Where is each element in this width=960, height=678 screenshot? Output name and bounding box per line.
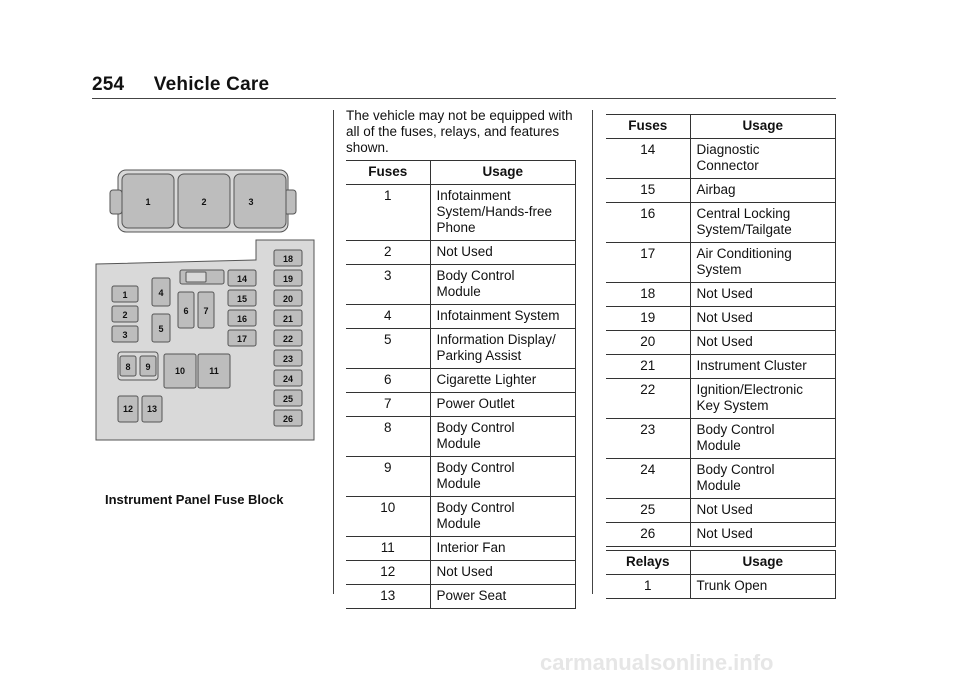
page-number: 254 (92, 74, 125, 95)
fuse-usage (430, 497, 576, 537)
table-row (346, 329, 576, 369)
fuse-usage (690, 331, 836, 355)
fuse-label: 13 (146, 404, 158, 414)
usage-line: Not Used (696, 502, 753, 517)
usage-line: Phone (436, 220, 476, 235)
fuse-number: 24 (606, 459, 690, 499)
fuse-usage (690, 419, 836, 459)
usage-line: Not Used (696, 526, 753, 541)
fuse-label: 25 (282, 394, 294, 404)
table-row (346, 417, 576, 457)
fuse-number: 18 (606, 283, 690, 307)
table-row (346, 241, 576, 265)
fuse-usage (690, 379, 836, 419)
usage-line: System/Tailgate (696, 222, 792, 237)
fuse-label: 1 (122, 290, 128, 300)
usage-line: Body Control (436, 420, 515, 435)
fuses-header: Fuses (606, 115, 690, 139)
fuse-label: 11 (209, 366, 219, 376)
fuse-label: 8 (125, 362, 131, 372)
usage-line: Module (436, 284, 481, 299)
fuse-number: 3 (346, 265, 430, 305)
usage-line: Not Used (696, 310, 753, 325)
fuse-label: 18 (282, 254, 294, 264)
fuse-usage (430, 305, 576, 329)
usage-header: Usage (430, 161, 576, 185)
fuse-usage (690, 523, 836, 547)
usage-line: Information Display/ (436, 332, 556, 347)
fuse-label: 3 (122, 330, 128, 340)
fuse-usage (430, 457, 576, 497)
usage-line: Airbag (696, 182, 736, 197)
table-row (606, 379, 836, 419)
fuse-usage (430, 369, 576, 393)
usage-line: Body Control (696, 422, 775, 437)
usage-header: Usage (690, 115, 836, 139)
usage-line: Central Locking (696, 206, 791, 221)
fuse-number: 22 (606, 379, 690, 419)
fuse-number: 12 (346, 561, 430, 585)
fuses-header: Fuses (346, 161, 430, 185)
fuse-usage (690, 355, 836, 379)
usage-line: Diagnostic (696, 142, 760, 157)
watermark: carmanualsonline.info (540, 650, 774, 675)
fuse-label: 2 (122, 310, 128, 320)
usage-line: Module (696, 438, 741, 453)
table-row (606, 575, 836, 599)
relay-label: 3 (248, 197, 254, 207)
usage-line: Not Used (436, 564, 493, 579)
fuse-block-diagram (88, 166, 320, 446)
fuse-number: 16 (606, 203, 690, 243)
fuse-usage (430, 393, 576, 417)
usage-line: Module (436, 476, 481, 491)
fuse-usage (430, 185, 576, 241)
table-row (346, 369, 576, 393)
fuse-label: 12 (122, 404, 134, 414)
fuse-usage (430, 241, 576, 265)
usage-line: Infotainment (436, 188, 511, 203)
fuse-usage (430, 265, 576, 305)
fuse-number: 10 (346, 497, 430, 537)
fuse-number: 25 (606, 499, 690, 523)
fuse-number: 5 (346, 329, 430, 369)
fuse-usage (430, 417, 576, 457)
connector-slot (186, 272, 206, 282)
usage-line: Cigarette Lighter (436, 372, 537, 387)
fuse-number: 4 (346, 305, 430, 329)
relay-label: 1 (145, 197, 151, 207)
fuse-number: 17 (606, 243, 690, 283)
usage-line: Body Control (436, 460, 515, 475)
relay-3 (234, 174, 286, 228)
fuse-label: 19 (282, 274, 294, 284)
fuse-label: 4 (158, 288, 164, 298)
fuse-number: 2 (346, 241, 430, 265)
fuse-label: 17 (236, 334, 248, 344)
fuse-usage (690, 243, 836, 283)
fuse-label: 21 (282, 314, 294, 324)
table-row (606, 355, 836, 379)
relay-label: 2 (201, 197, 207, 207)
usage-line: Module (436, 436, 481, 451)
fuse-number: 21 (606, 355, 690, 379)
usage-header: Usage (690, 551, 836, 575)
fuse-usage (690, 575, 836, 599)
section-title: Vehicle Care (153, 74, 270, 95)
fuse-usage (690, 139, 836, 179)
usage-line: Module (436, 516, 481, 531)
fuse-number: 1 (606, 575, 690, 599)
fuse-label: 5 (158, 324, 164, 334)
fuse-usage (690, 179, 836, 203)
usage-line: Instrument Cluster (696, 358, 807, 373)
fuse-usage (430, 585, 576, 609)
table-row (346, 305, 576, 329)
usage-line: Interior Fan (436, 540, 506, 555)
table-row (606, 139, 836, 179)
usage-line: Parking Assist (436, 348, 522, 363)
usage-line: Not Used (696, 286, 753, 301)
fuse-number: 1 (346, 185, 430, 241)
table-row (346, 185, 576, 241)
fuse-label: 26 (282, 414, 294, 424)
table-row (606, 331, 836, 355)
fuse-number: 11 (346, 537, 430, 561)
fuse-label: 14 (236, 274, 248, 284)
header-rule (92, 98, 836, 99)
fuse-usage (690, 307, 836, 331)
table-row (606, 203, 836, 243)
fuse-usage (690, 499, 836, 523)
fuse-number: 8 (346, 417, 430, 457)
usage-line: Ignition/Electronic (696, 382, 804, 397)
usage-line: Body Control (696, 462, 775, 477)
fuse-usage (430, 561, 576, 585)
fuse-usage (690, 203, 836, 243)
fuses-table-1 (346, 160, 576, 609)
table-row (606, 283, 836, 307)
table-row (606, 179, 836, 203)
fuse-number: 19 (606, 307, 690, 331)
table-row (346, 537, 576, 561)
usage-line: Not Used (436, 244, 493, 259)
usage-line: System (696, 262, 742, 277)
fuse-number: 14 (606, 139, 690, 179)
table-row (346, 585, 576, 609)
fuse-label: 10 (174, 366, 186, 376)
usage-line: Body Control (436, 268, 515, 283)
usage-line: Module (696, 478, 741, 493)
table-row (346, 497, 576, 537)
usage-line: Power Seat (436, 588, 507, 603)
usage-line: Not Used (696, 334, 753, 349)
column-divider-left (333, 110, 334, 594)
fuse-number: 26 (606, 523, 690, 547)
relays-header: Relays (606, 551, 690, 575)
usage-line: Power Outlet (436, 396, 515, 411)
fuse-number: 9 (346, 457, 430, 497)
fuse-number: 23 (606, 419, 690, 459)
fuse-number: 20 (606, 331, 690, 355)
usage-line: Trunk Open (696, 578, 768, 593)
fuse-number: 7 (346, 393, 430, 417)
usage-line: System/Hands-free (436, 204, 553, 219)
intro-text: The vehicle may not be equipped with all of the fuses, relays, and features shown. (346, 108, 573, 155)
usage-line: Body Control (436, 500, 515, 515)
fuse-usage (430, 329, 576, 369)
fuse-label: 6 (183, 306, 189, 316)
table-row (606, 307, 836, 331)
fuse-label: 22 (282, 334, 294, 344)
table-row (346, 457, 576, 497)
relay-tab-left (110, 190, 122, 214)
table-row (606, 243, 836, 283)
table-row (606, 523, 836, 547)
fuse-label: 15 (236, 294, 248, 304)
table-row (346, 393, 576, 417)
column-divider-right (592, 110, 593, 594)
fuse-label: 7 (203, 306, 209, 316)
fuse-label: 20 (282, 294, 294, 304)
fuse-number: 13 (346, 585, 430, 609)
table-row (606, 459, 836, 499)
fuses-table-2 (606, 114, 836, 547)
usage-line: Air Conditioning (696, 246, 792, 261)
usage-line: Infotainment System (436, 308, 560, 323)
fuse-label: 16 (236, 314, 248, 324)
table-row (606, 499, 836, 523)
fuse-usage (690, 459, 836, 499)
usage-line: Connector (696, 158, 759, 173)
fuse-label: 24 (282, 374, 294, 384)
table-row (606, 419, 836, 459)
fuse-number: 6 (346, 369, 430, 393)
relays-table (606, 550, 836, 599)
fuse-usage (430, 537, 576, 561)
fuse-label: 23 (282, 354, 294, 364)
diagram-caption: Instrument Panel Fuse Block (105, 492, 284, 507)
fuse-number: 15 (606, 179, 690, 203)
table-row (346, 561, 576, 585)
page-header (92, 74, 269, 96)
usage-line: Key System (696, 398, 769, 413)
fuse-usage (690, 283, 836, 307)
table-row (346, 265, 576, 305)
fuse-label: 9 (145, 362, 151, 372)
